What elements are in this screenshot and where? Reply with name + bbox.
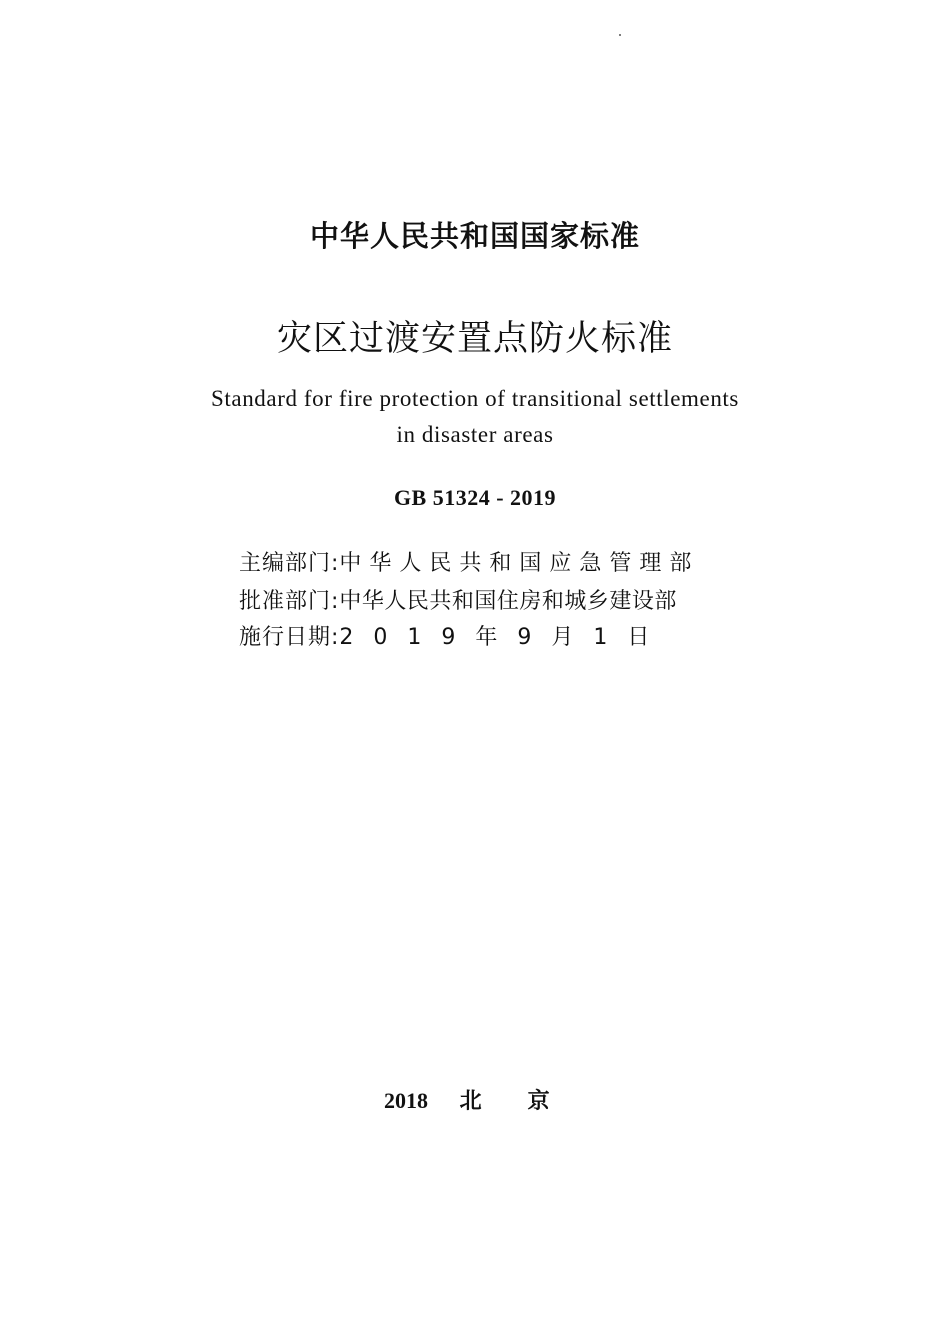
approval-department-row (239, 584, 709, 615)
publication-year: 2018 (384, 1088, 428, 1113)
editor-department-row (239, 546, 709, 577)
effective-date-label: 施行日期: (239, 625, 340, 650)
publication-city: 北京 (459, 1088, 596, 1114)
national-standard-heading: 中华人民共和国国家标准 (309, 219, 640, 253)
editor-department-value: 中华人民共和国应急管理部 (339, 551, 700, 576)
standard-title-english-line1: Standard for fire protection of transitional settlements (211, 386, 739, 411)
standard-code: GB 51324 - 2019 (393, 485, 557, 510)
standard-title-chinese: 灾区过渡安置点防火标准 (276, 319, 673, 359)
editor-department-label: 主编部门: (239, 551, 340, 576)
publication-footer (384, 1084, 596, 1115)
standard-title-english-line2: in disaster areas (396, 422, 554, 447)
approval-department-value: 中华人民共和国住房和城乡建设部 (339, 589, 677, 614)
approval-department-label: 批准部门: (239, 589, 340, 614)
effective-date-value: 2019年9月1日 (339, 625, 670, 650)
scan-speck (619, 34, 621, 36)
effective-date-row (239, 620, 709, 651)
